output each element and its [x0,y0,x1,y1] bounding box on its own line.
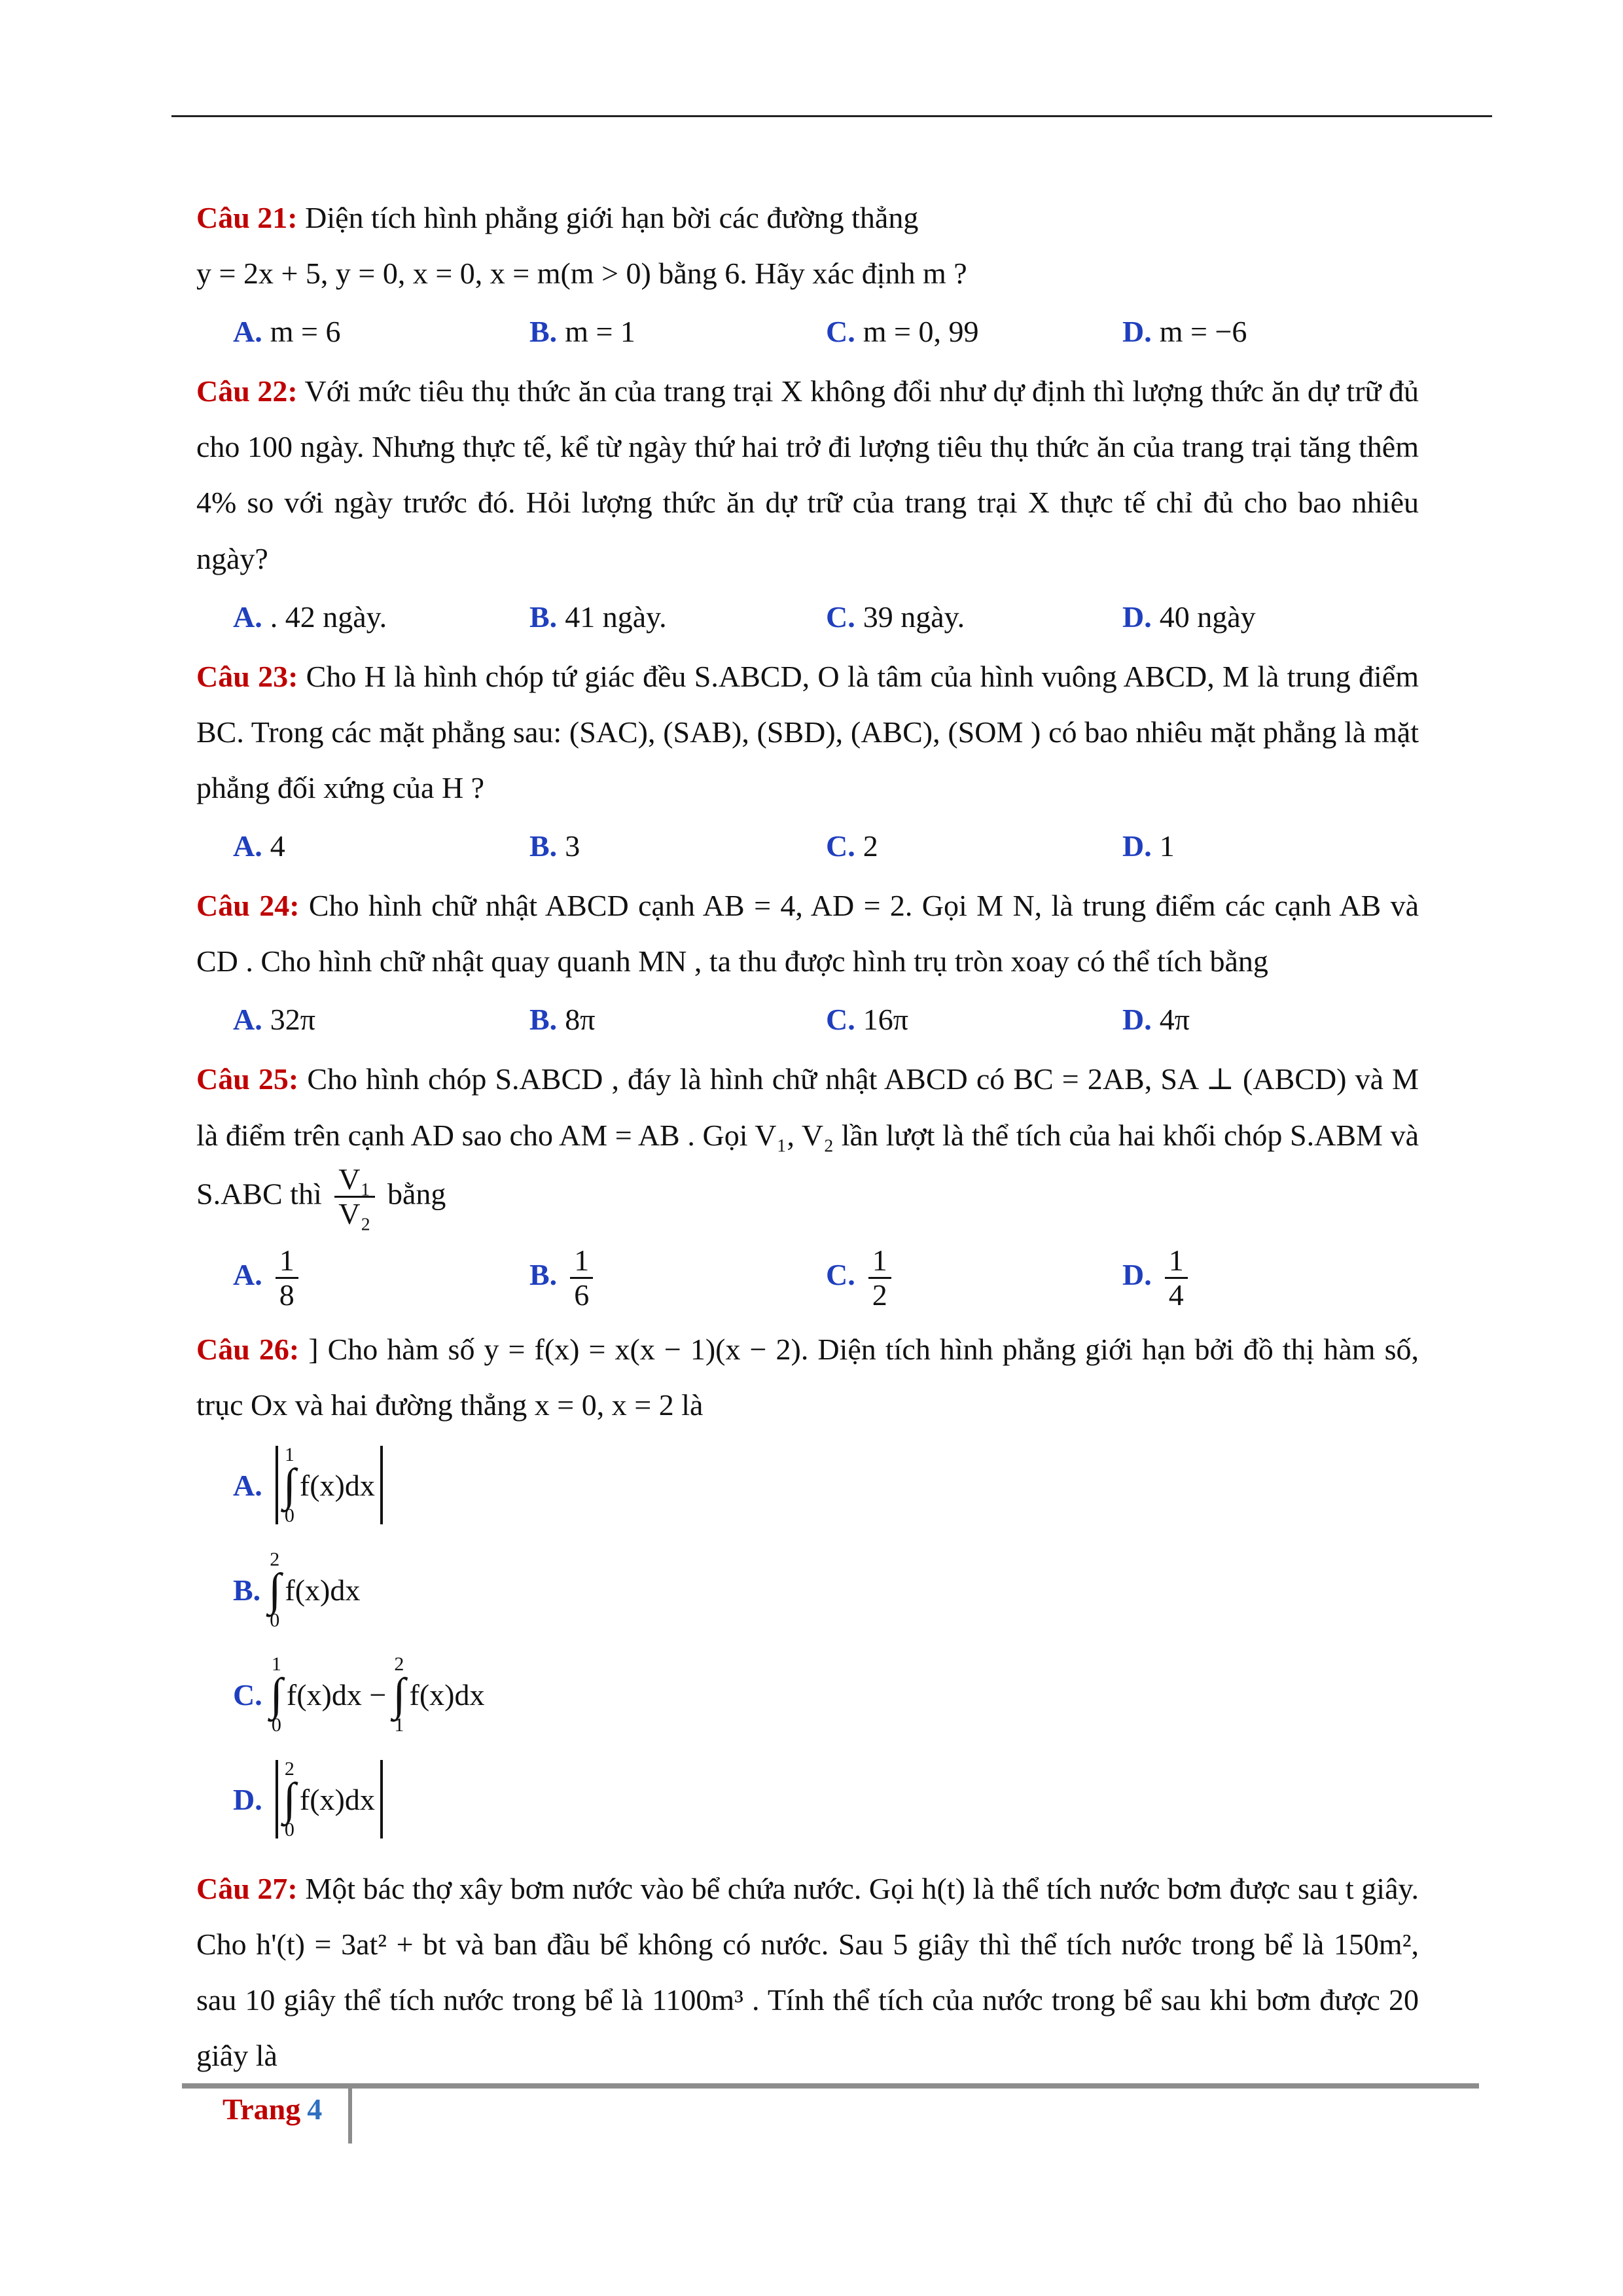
option-value: 2 [863,829,878,863]
option-d[interactable] [1122,818,1419,874]
option-label: C. [826,1003,855,1037]
option-label: D. [1122,600,1152,634]
option-label: C. [826,1258,855,1292]
option-value: 16π [863,1003,908,1037]
option-label: D. [1122,829,1152,863]
option-d[interactable] [1122,1244,1419,1312]
fraction-denominator: V₂ [338,1197,371,1231]
option-value: m = 6 [270,315,341,349]
integral-upper-bound: 2 [270,1548,280,1570]
question-label: Câu 25: [196,1062,299,1096]
integral [270,1655,387,1735]
integral-sign [393,1655,405,1735]
integrand: f(x)dx [409,1677,485,1712]
integral-lower-bound: 0 [270,1609,280,1631]
fraction-numerator: 1 [276,1244,298,1280]
question-23 [196,649,1419,816]
integral [283,1759,375,1840]
option-label: A. [233,1003,262,1037]
option-label: B. [233,1573,261,1607]
integral-symbol: ∫ [270,1669,283,1720]
document-body [196,190,1419,2084]
page-word: Trang [223,2092,301,2126]
header-rule [171,115,1492,117]
option-label: B. [529,1003,558,1037]
option-a[interactable] [233,304,529,359]
integral-lower-bound: 0 [284,1818,294,1840]
option-value: 1 [1159,829,1175,863]
fraction-denominator: 2 [872,1278,887,1312]
question-text: ] Cho hàm số y = f(x) = x(x − 1)(x − 2). Diện tích hình phẳng giới hạn bởi đồ thị hàm số, trục Ox và hai đường thẳng x = 0, x = 2 là [196,1332,1419,1422]
option-label: D. [1122,1258,1152,1292]
option-label: D. [1122,315,1152,349]
option-c[interactable] [826,589,1122,645]
question-22 [196,363,1419,586]
question-text: Cho hình chóp S.ABCD , đáy là hình chữ nhật ABCD có BC = 2AB, SA ⊥ (ABCD) và M là điểm trên cạnh AD sao cho AM = AB . Gọi V₁, V₂ lần lượt là thể tích của hai khối chóp S.ABM và S.ABC thì [196,1062,1419,1211]
abs-bar-right [380,1760,383,1839]
option-b[interactable] [529,1244,826,1312]
option-label: B. [529,600,558,634]
option-value: 4 [270,829,285,863]
integrand: f(x)dx − [286,1677,387,1712]
footer-rule [182,2083,1479,2089]
option-a[interactable] [233,1244,529,1312]
option-label: A. [233,315,262,349]
question-text: Một bác thợ xây bơm nước vào bể chứa nước. Gọi h(t) là thể tích nước bơm được sau t giây. Cho h'(t) = 3at² + bt và ban đầu bể không có nước. Sau 5 giây thì thể tích nước trong bể là 150m², sau 10 giây thể tích nước trong bể là 1100m³ . Tính thể tích của nước trong bể sau khi bơm được 20 giây là [196,1872,1419,2073]
option-value: 32π [270,1003,315,1037]
option-c[interactable] [233,1642,848,1747]
integral-symbol: ∫ [283,1460,296,1511]
option-label: C. [826,600,855,634]
option-c[interactable] [826,304,1122,359]
fraction-denominator: 6 [574,1278,590,1312]
option-a[interactable] [233,1433,848,1537]
question-25 [196,1051,1419,1230]
question-label: Câu 27: [196,1872,298,1906]
footer-divider [348,2089,352,2144]
fraction-numerator: 1 [570,1244,593,1280]
question-text: Diện tích hình phẳng giới hạn bời các đường thẳng [297,201,919,234]
option-label: A. [233,1468,262,1502]
question-text: Cho hình chữ nhật ABCD cạnh AB = 4, AD = 2. Gọi M N, là trung điểm các cạnh AB và CD . Cho hình chữ nhật quay quanh MN , ta thu được hình trụ tròn xoay có thể tích bằng [196,889,1419,978]
option-value: 39 ngày. [863,600,965,634]
integral-sign [270,1655,283,1735]
page-footer [223,2092,322,2126]
options-22 [233,589,1419,645]
question-label: Câu 24: [196,889,300,923]
option-label: C. [826,829,855,863]
integral [268,1550,360,1630]
fraction-numerator: 1 [868,1244,891,1280]
option-label: D. [233,1782,262,1816]
question-label: Câu 26: [196,1332,300,1366]
option-value: 3 [565,829,580,863]
option-label: C. [233,1677,262,1712]
option-label: B. [529,315,558,349]
option-fraction [276,1244,298,1312]
question-label: Câu 22: [196,374,298,408]
option-b[interactable] [529,304,826,359]
option-value: m = −6 [1159,315,1247,349]
option-fraction [868,1244,891,1312]
question-text: Với mức tiêu thụ thức ăn của trang trại X không đổi như dự định thì lượng thức ăn dự trữ đủ cho 100 ngày. Nhưng thực tế, kể từ ngày thứ hai trở đi lượng tiêu thụ thức ăn của trang trại tăng thêm 4% so với ngày trước đó. Hỏi lượng thức ăn dự trữ của trang trại X thực tế chỉ đủ cho bao nhiêu ngày? [196,374,1419,575]
fraction-v1-v2 [334,1163,374,1231]
integrand: f(x)dx [299,1782,375,1816]
option-d[interactable] [1122,992,1419,1047]
option-a[interactable] [233,818,529,874]
option-c[interactable] [826,1244,1122,1312]
question-text-end: bằng [380,1177,446,1211]
integral-upper-bound: 2 [284,1757,294,1780]
option-label: D. [1122,1003,1152,1037]
integral-symbol: ∫ [268,1564,281,1615]
question-24 [196,878,1419,989]
option-value: m = 0, 99 [863,315,979,349]
integral-symbol: ∫ [283,1774,296,1825]
fraction-numerator: 1 [1165,1244,1188,1280]
question-27 [196,1861,1419,2083]
option-b[interactable] [233,1537,848,1642]
question-text-line2: y = 2x + 5, y = 0, x = 0, x = m(m > 0) bằng 6. Hãy xác định m ? [196,257,967,291]
options-21 [233,304,1419,359]
integral-sign [283,1445,296,1526]
option-value: m = 1 [565,315,635,349]
integral-lower-bound: 0 [284,1504,294,1526]
integral-second [393,1655,484,1735]
question-label: Câu 21: [196,201,298,234]
option-label: A. [233,829,262,863]
option-value: 41 ngày. [565,600,667,634]
fraction-numerator: V₁ [334,1163,374,1198]
question-text: Cho H là hình chóp tứ giác đều S.ABCD, O là tâm của hình vuông ABCD, M là trung điểm BC. Trong các mặt phẳng sau: (SAC), (SAB), (SBD), (ABC), (SOM ) có bao nhiêu mặt phẳng là mặt phẳng đối xứng của H ? [196,659,1419,804]
option-value: 4π [1159,1003,1190,1037]
integral-sign [268,1550,281,1630]
option-label: B. [529,829,558,863]
option-label: C. [826,315,855,349]
integral [283,1445,375,1526]
option-a[interactable] [233,992,529,1047]
integral-upper-bound: 1 [284,1443,294,1465]
option-c[interactable] [826,818,1122,874]
page-number: 4 [307,2092,323,2126]
option-label: A. [233,1258,262,1292]
integral-sign [283,1759,296,1840]
option-value: 40 ngày [1159,600,1256,634]
option-b[interactable] [529,818,826,874]
options-24 [233,992,1419,1047]
abs-bar-right [380,1446,383,1524]
integral-lower-bound: 0 [271,1713,281,1736]
option-value: 8π [565,1003,596,1037]
integrand: f(x)dx [285,1573,361,1607]
option-a[interactable] [233,589,529,645]
integral-symbol: ∫ [393,1669,406,1720]
options-26 [233,1433,1419,1852]
integral-upper-bound: 1 [271,1653,281,1675]
question-label: Câu 23: [196,659,298,693]
option-fraction [570,1244,593,1312]
option-label: A. [233,600,262,634]
option-d[interactable] [233,1747,848,1852]
option-d[interactable] [1122,589,1419,645]
option-value: . 42 ngày. [270,600,387,634]
question-21 [196,190,1419,301]
abs-bar-left [276,1760,278,1839]
integral-lower-bound: 1 [394,1713,404,1736]
fraction-denominator: 8 [279,1278,294,1312]
question-26 [196,1321,1419,1433]
abs-bar-left [276,1446,278,1524]
options-25 [233,1244,1419,1312]
option-fraction [1165,1244,1188,1312]
option-c[interactable] [826,992,1122,1047]
integral-upper-bound: 2 [394,1653,404,1675]
integrand: f(x)dx [299,1468,375,1502]
option-label: B. [529,1258,558,1292]
option-b[interactable] [529,589,826,645]
fraction-denominator: 4 [1168,1278,1184,1312]
options-23 [233,818,1419,874]
option-b[interactable] [529,992,826,1047]
option-d[interactable] [1122,304,1419,359]
